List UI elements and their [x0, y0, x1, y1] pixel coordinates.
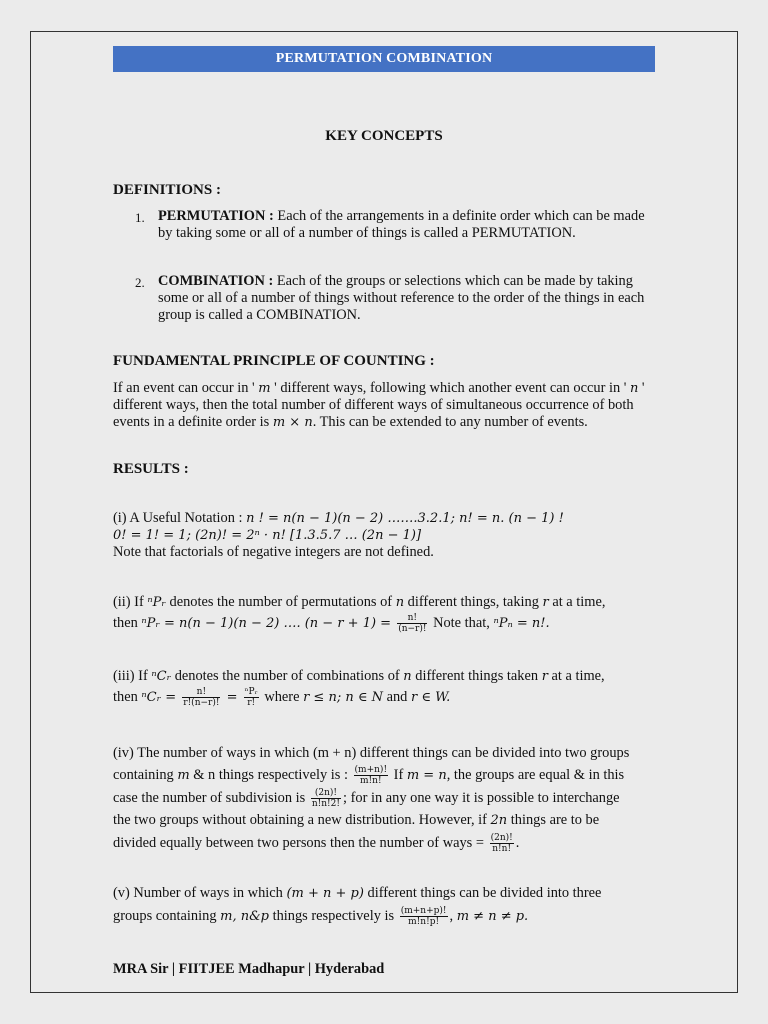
numerator: ⁿPᵣ: [244, 687, 258, 698]
result-2: [113, 592, 658, 634]
math: n: [629, 381, 639, 396]
denominator: n!n!: [492, 844, 512, 855]
text: containing: [113, 767, 178, 783]
math: r: [541, 669, 548, 684]
definition-number-2: 2.: [135, 275, 145, 290]
definition-number-1: 1.: [135, 210, 145, 225]
text: (v) Number of ways in which: [113, 885, 287, 901]
result-3: [113, 666, 658, 708]
result-4: [113, 742, 658, 854]
text: Note that factorials of negative integers are not defined.: [113, 544, 434, 560]
denominator: m!n!: [360, 776, 382, 787]
fraction: [311, 788, 341, 809]
text: different things taken: [411, 668, 542, 684]
key-concepts-heading: KEY CONCEPTS: [325, 128, 443, 144]
denominator: (n−r)!: [398, 624, 427, 635]
text: groups containing: [113, 908, 221, 924]
math: =: [222, 690, 242, 705]
definition-text: Each of the groups or selections which can be made by taking some or all of a number of things without reference to the order of the things in each group is called a COMBINATION.: [158, 273, 645, 323]
definition-term: PERMUTATION :: [158, 208, 274, 224]
fraction: [490, 833, 514, 854]
text: .: [515, 835, 520, 852]
denominator: m!n!p!: [408, 917, 440, 928]
text: ; for in any one way it is possible to interchange: [343, 790, 620, 806]
text: If: [390, 767, 407, 783]
result-1: [113, 510, 658, 561]
denominator: r!(n−r)!: [183, 698, 220, 709]
denominator: n!n!2!: [311, 799, 341, 810]
math: n ! = n(n − 1)(n − 2) …….3.2.1; n! = n. (n − 1) !: [246, 511, 564, 526]
math: ⁿCᵣ =: [141, 690, 181, 705]
text: different things, taking: [404, 594, 543, 610]
text: then: [113, 615, 142, 631]
math: ⁿPᵣ: [147, 595, 166, 610]
math: m: [177, 768, 190, 783]
text: (ii) If: [113, 594, 148, 610]
definition-combination: [158, 273, 658, 324]
text: , the groups are equal & in this: [446, 767, 625, 783]
fraction: [244, 687, 259, 708]
page-footer: MRA Sir | FIITJEE Madhapur | Hyderabad: [113, 961, 385, 977]
definitions-heading: DEFINITIONS :: [113, 182, 221, 198]
text: at a time,: [548, 594, 606, 610]
numerator: (m+n)!: [354, 765, 388, 776]
text: things are to be: [507, 812, 600, 829]
results-heading: RESULTS :: [113, 461, 189, 477]
text: where: [260, 689, 304, 705]
fraction: [400, 906, 448, 927]
numerator: n!: [182, 687, 220, 698]
fpc-paragraph: [113, 380, 658, 431]
text: denotes the number of combinations of: [171, 668, 404, 684]
denominator: r!: [247, 698, 256, 709]
text: . This can be extended to any number of events.: [312, 414, 588, 430]
math: 0! = 1! = 1; (2n)! = 2ⁿ · n! [1.3.5.7 … (2n − 1)]: [113, 528, 422, 543]
numerator: n!: [397, 613, 427, 624]
math: m ≠ n ≠ p.: [456, 909, 529, 924]
definition-text: Each of the arrangements in a definite order which can be made by taking some or all of a number of things is called a PERMUTATION.: [158, 208, 645, 241]
math: (m + n + p): [286, 886, 364, 901]
text: & n things respectively is :: [189, 767, 352, 783]
definition-term: COMBINATION :: [158, 273, 274, 289]
text: (iii) If: [113, 668, 152, 684]
text: case the number of subdivision is: [113, 790, 309, 806]
text: then: [113, 689, 142, 705]
text: (iv) The number of ways in which (m + n) different things can be divided into two groups: [113, 745, 630, 761]
math: n: [403, 669, 412, 684]
math: r ≤ n; n ∈ N: [303, 690, 383, 705]
text: Note that,: [429, 615, 494, 631]
text: at a time,: [547, 668, 605, 684]
math: n: [395, 595, 405, 610]
math: ⁿPᵣ = n(n − 1)(n − 2) …. (n − r + 1) =: [141, 616, 396, 631]
math: m × n: [272, 415, 313, 430]
text: and: [382, 689, 411, 705]
text: ,: [449, 908, 457, 924]
text: denotes the number of permutations of: [165, 594, 396, 610]
title-banner: PERMUTATION COMBINATION: [113, 46, 655, 72]
math: ⁿPₙ = n!.: [493, 616, 550, 631]
text: things respectively is: [268, 908, 398, 924]
math: r ∈ W.: [410, 690, 451, 705]
fraction: [397, 613, 427, 634]
math: m, n&p: [220, 909, 269, 924]
numerator: (2n)!: [490, 833, 513, 844]
text: (i) A Useful Notation :: [113, 510, 247, 526]
math: m: [258, 381, 271, 396]
fraction: [354, 765, 389, 786]
numerator: (2n)!: [311, 788, 341, 799]
math: r: [542, 595, 549, 610]
text: ' different ways, following which another event can occur in ': [270, 380, 630, 396]
text: If an event can occur in ': [113, 380, 259, 396]
result-5: [113, 882, 658, 928]
text: ' different ways, then the total number of different ways of simultaneous occurrence of both events in a definite order is: [113, 380, 645, 430]
definition-permutation: [158, 208, 658, 242]
numerator: (m+n+p)!: [400, 906, 447, 917]
math: ⁿCᵣ: [151, 669, 172, 684]
math: m = n: [406, 768, 447, 783]
text: the two groups without obtaining a new distribution. However, if: [113, 812, 491, 829]
fraction: [182, 687, 220, 708]
text: divided equally between two persons then the number of ways =: [113, 835, 488, 852]
text: different things can be divided into three: [363, 885, 602, 901]
fpc-heading: FUNDAMENTAL PRINCIPLE OF COUNTING :: [113, 353, 435, 369]
math: 2n: [490, 813, 508, 829]
